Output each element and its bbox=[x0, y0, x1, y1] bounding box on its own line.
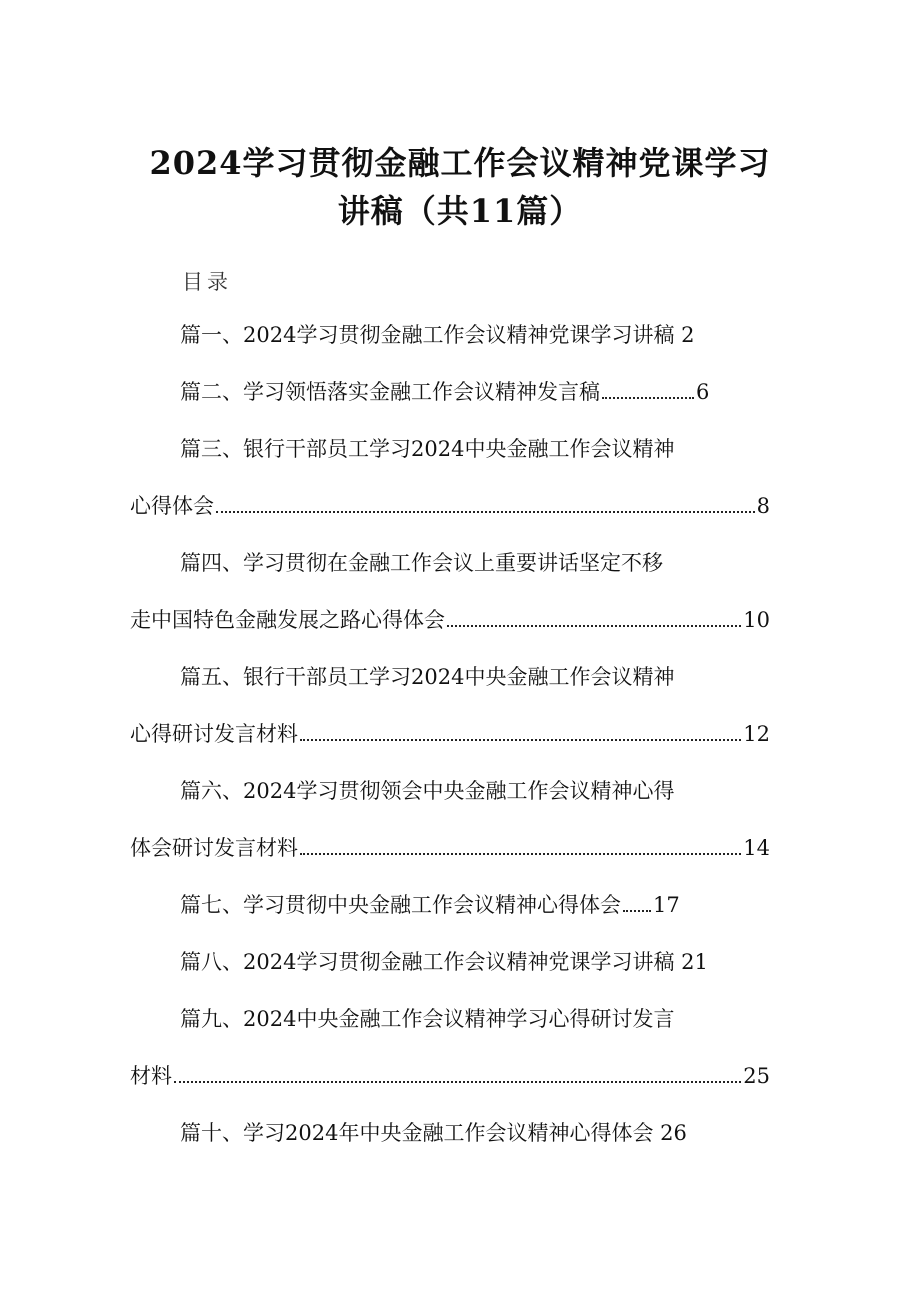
dot-leader bbox=[174, 1081, 741, 1083]
toc-entry-8[interactable] bbox=[180, 948, 708, 976]
dot-leader bbox=[216, 511, 755, 513]
toc-entry-title: 篇三、银行干部员工学习2024中央金融工作会议精神 bbox=[180, 437, 675, 461]
toc-entry-title: 篇五、银行干部员工学习2024中央金融工作会议精神 bbox=[180, 665, 675, 689]
toc-entry-title-cont: 材料 bbox=[130, 1064, 172, 1088]
toc-entry-page: 21 bbox=[681, 950, 708, 974]
toc-entry-1[interactable] bbox=[180, 321, 695, 349]
toc-entry-9[interactable] bbox=[180, 1005, 674, 1033]
dot-leader bbox=[447, 625, 741, 627]
toc-entry-title-cont: 心得研讨发言材料 bbox=[130, 722, 298, 746]
toc-entry-4[interactable] bbox=[180, 549, 663, 577]
dot-leader bbox=[300, 739, 741, 741]
toc-entry-title: 篇一、2024学习贯彻金融工作会议精神党课学习讲稿 bbox=[180, 323, 675, 347]
document-title-line-2: 讲稿（共11篇） bbox=[337, 192, 583, 230]
toc-entry-title-cont: 走中国特色金融发展之路心得体会 bbox=[130, 608, 445, 632]
toc-entry-page: 14 bbox=[743, 836, 770, 860]
toc-entry-4-continuation[interactable] bbox=[130, 606, 770, 634]
toc-entry-title: 篇九、2024中央金融工作会议精神学习心得研讨发言 bbox=[180, 1007, 675, 1031]
toc-entry-title: 篇七、学习贯彻中央金融工作会议精神心得体会 bbox=[180, 893, 621, 917]
dot-leader bbox=[602, 397, 694, 399]
toc-entry-9-continuation[interactable] bbox=[130, 1062, 770, 1090]
toc-entry-title: 篇六、2024学习贯彻领会中央金融工作会议精神心得 bbox=[180, 779, 675, 803]
toc-entry-6[interactable] bbox=[180, 777, 674, 805]
toc-heading: 目录 bbox=[182, 270, 232, 294]
toc-entry-page: 2 bbox=[681, 323, 695, 347]
dot-leader bbox=[300, 853, 741, 855]
toc-entry-7[interactable] bbox=[180, 891, 680, 919]
toc-entry-title: 篇二、学习领悟落实金融工作会议精神发言稿 bbox=[180, 380, 600, 404]
toc-entry-3-continuation[interactable] bbox=[130, 492, 770, 520]
document-title-line-1: 2024学习贯彻金融工作会议精神党课学习 bbox=[149, 144, 771, 182]
toc-entry-2[interactable] bbox=[180, 378, 709, 406]
toc-entry-page: 8 bbox=[756, 494, 770, 518]
toc-entry-page: 12 bbox=[743, 722, 770, 746]
toc-entry-page: 6 bbox=[696, 380, 710, 404]
toc-entry-title: 篇四、学习贯彻在金融工作会议上重要讲话坚定不移 bbox=[180, 551, 663, 575]
toc-entry-page: 25 bbox=[743, 1064, 770, 1088]
toc-entry-title-cont: 体会研讨发言材料 bbox=[130, 836, 298, 860]
toc-entry-title-cont: 心得体会 bbox=[130, 494, 214, 518]
toc-entry-title: 篇十、学习2024年中央金融工作会议精神心得体会 bbox=[180, 1121, 654, 1145]
toc-entry-page: 17 bbox=[653, 893, 680, 917]
toc-entry-page: 26 bbox=[660, 1121, 687, 1145]
toc-entry-5[interactable] bbox=[180, 663, 674, 691]
dot-leader bbox=[623, 910, 651, 912]
toc-entry-title: 篇八、2024学习贯彻金融工作会议精神党课学习讲稿 bbox=[180, 950, 675, 974]
toc-entry-5-continuation[interactable] bbox=[130, 720, 770, 748]
toc-entry-3[interactable] bbox=[180, 435, 674, 463]
toc-entry-page: 10 bbox=[743, 608, 770, 632]
toc-entry-6-continuation[interactable] bbox=[130, 834, 770, 862]
toc-entry-10[interactable] bbox=[180, 1119, 687, 1147]
